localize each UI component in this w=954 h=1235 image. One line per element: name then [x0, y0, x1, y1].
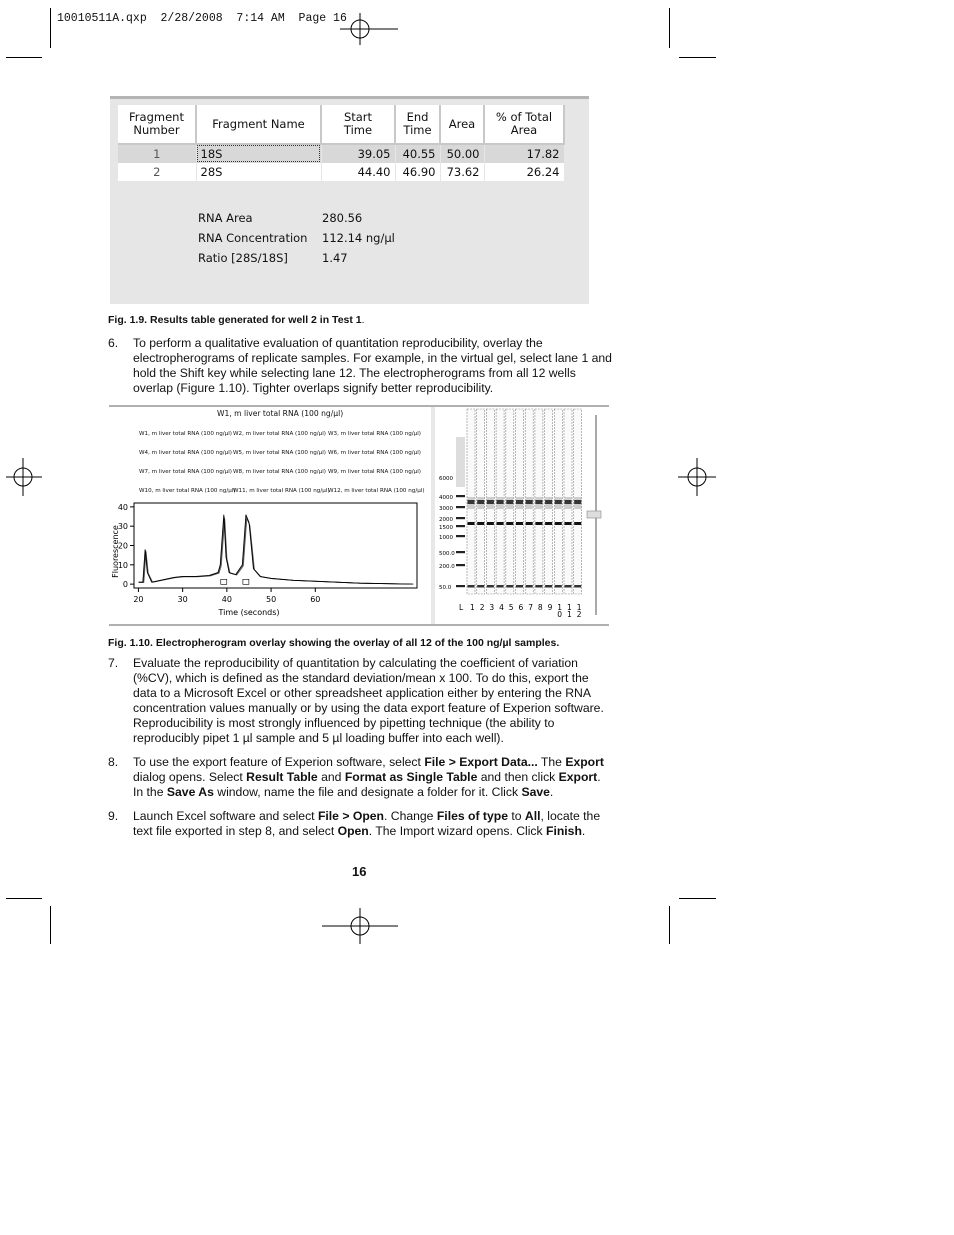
ladder-label: 1500	[439, 525, 453, 531]
results-table	[118, 105, 565, 181]
crop-mark	[679, 57, 716, 58]
legend-item: W1, m liver total RNA (100 ng/µl)	[139, 431, 232, 437]
gel-smear	[535, 497, 542, 509]
ladder-lane	[456, 437, 465, 487]
gel-band-18s	[477, 522, 484, 525]
crop-mark	[50, 906, 51, 944]
gel-band-marker	[565, 585, 572, 588]
gel-smear	[506, 497, 513, 509]
legend-item: W7, m liver total RNA (100 ng/µl)	[139, 469, 232, 475]
gel-smear	[477, 497, 484, 509]
step-9: 9. Launch Excel software and select File > Open. Change Files of type to All, locate the text file exported in step 8, and select Open. The Import wizard opens. Click Finish.	[108, 809, 601, 838]
column-header-area[interactable]: Area	[440, 105, 484, 144]
gel-band-18s	[555, 522, 562, 525]
crop-mark	[679, 898, 716, 899]
figure-caption: Fig. 1.9. Results table generated for well 2 in Test 1.	[108, 314, 365, 326]
lane-label: 0	[557, 610, 563, 619]
gel-band-18s	[497, 522, 504, 525]
legend-item: W12, m liver total RNA (100 ng/µl)	[328, 488, 425, 494]
gel-smear	[545, 497, 552, 509]
ladder-label: 2000	[439, 517, 453, 523]
cell-percent-area: 17.82	[484, 144, 564, 163]
ladder-band	[456, 495, 465, 497]
gel-band-18s	[487, 522, 494, 525]
y-tick-label: 40	[117, 502, 128, 512]
gel-band-18s	[506, 522, 513, 525]
ladder-band	[456, 525, 465, 527]
ladder-band	[456, 564, 465, 566]
gel-band-18s	[468, 522, 475, 525]
lane-label: 5	[508, 603, 514, 612]
gel-band-18s	[526, 522, 533, 525]
lane-label: 3	[489, 603, 495, 612]
lane-label: 9	[547, 603, 553, 612]
legend-item: W5, m liver total RNA (100 ng/µl)	[233, 450, 326, 456]
legend-item: W2, m liver total RNA (100 ng/µl)	[233, 431, 326, 437]
gel-band-18s	[565, 522, 572, 525]
plot-frame	[134, 503, 417, 588]
gel-smear	[555, 497, 562, 509]
cell-start-time: 39.05	[321, 144, 395, 163]
cell-fragment-name[interactable]: 28S	[196, 163, 321, 181]
cell-area: 50.00	[440, 144, 484, 163]
lane-label: 2	[576, 610, 582, 619]
ladder-label: 200.0	[439, 564, 455, 570]
ladder-label: 1000	[439, 535, 453, 541]
lane-label: 8	[537, 603, 543, 612]
gel-smear	[526, 497, 533, 509]
step-8: 8. To use the export feature of Experion software, select File > Export Data... The Export dialog opens. Select Result Table and Format as Single Table and then click Export. In the Save As window, name the file and designate a folder for it. Click Save.	[108, 755, 604, 799]
gel-band-marker	[487, 585, 494, 588]
cell-start-time: 44.40	[321, 163, 395, 181]
lane-label: 1	[557, 603, 563, 612]
x-axis-label: Time (seconds)	[218, 608, 280, 617]
gel-band-marker	[516, 585, 523, 588]
step-7: 7. Evaluate the reproducibility of quantitation by calculating the coefficient of variation (%CV), which is defined as the standard deviation/mean x 100. To do this, export the data to a Microsoft Excel or other spreadsheet application either by entering the RNA concentration values manually or by using the data export feature of Experion software. Reproducibility is most strongly influenced by pipetting technique (the ability to reproducibly pipet 1 µl sample and 5 µl loading buffer into each well).	[108, 656, 604, 745]
crop-mark	[6, 57, 42, 58]
ladder-band	[456, 535, 465, 537]
ladder-band	[456, 506, 465, 508]
ladder-band	[456, 517, 465, 519]
y-tick-label: 20	[117, 541, 128, 551]
electropherogram-title: W1, m liver total RNA (100 ng/µl)	[217, 409, 344, 418]
column-header-start-time[interactable]: Start Time	[321, 105, 395, 144]
legend-item: W10, m liver total RNA (100 ng/µl)	[139, 488, 236, 494]
registration-mark-icon	[340, 9, 400, 49]
gel-band-marker	[526, 585, 533, 588]
column-header-end-time[interactable]: End Time	[395, 105, 440, 144]
registration-mark-icon	[678, 458, 718, 498]
cell-area: 73.62	[440, 163, 484, 181]
legend-item: W6, m liver total RNA (100 ng/µl)	[328, 450, 421, 456]
x-tick-label: 40	[221, 595, 232, 604]
ladder-label: 6000	[439, 476, 453, 482]
column-header-fragment-name[interactable]: Fragment Name	[196, 105, 321, 144]
column-header-percent-total-area[interactable]: % of Total Area	[484, 105, 564, 144]
cell-end-time: 40.55	[395, 144, 440, 163]
gel-band-18s	[535, 522, 542, 525]
ladder-label: 50.0	[439, 585, 452, 591]
y-tick-label: 30	[117, 522, 128, 532]
lane-label: 1	[576, 603, 582, 612]
cell-fragment-number: 2	[118, 163, 196, 181]
lane-label: 1	[567, 610, 572, 619]
results-table-panel: Fragment Number Fragment Name Start Time End Time Area % of Total Area 1 18S 39.05 40.55 50.00 17.82 2 28S 44.40 46.90 73.62 26.24 RNA Area 280.56 RNA Concentration 112.14 ng/µl Ratio [28S/18S] 1.47	[110, 96, 589, 304]
lane-label: 2	[479, 603, 485, 612]
lane-label: 4	[499, 603, 504, 612]
legend-item: W4, m liver total RNA (100 ng/µl)	[139, 450, 232, 456]
y-tick-label: 10	[117, 560, 128, 570]
cell-fragment-name[interactable]: 18S	[196, 144, 321, 163]
x-tick-label: 30	[177, 595, 188, 604]
electropherogram-plot	[109, 493, 431, 624]
registration-mark-icon	[4, 458, 44, 498]
step-6: 6. To perform a qualitative evaluation of quantitation reproducibility, overlay the electropherograms of replicate samples. For example, in the virtual gel, select lane 1 and hold the Shift key while selecting lane 12. The electropherograms from all 12 wells overlap (Figure 1.10). Tighter overlaps signify better reproducibility.	[108, 336, 612, 395]
electropherogram-figure	[109, 405, 609, 626]
figure-caption: Fig. 1.10. Electropherogram overlay showing the overlay of all 12 of the 100 ng/µl samples.	[108, 637, 560, 649]
lane-label: 6	[518, 603, 524, 612]
slider-handle	[587, 511, 601, 518]
ladder-band	[456, 551, 465, 553]
gel-smear	[497, 497, 504, 509]
gel-band-18s	[545, 522, 552, 525]
lane-label: 1	[567, 603, 572, 612]
legend-item: W3, m liver total RNA (100 ng/µl)	[328, 431, 421, 437]
y-axis-label: Fluorescence	[111, 525, 120, 578]
x-tick-label: 20	[133, 595, 144, 604]
page-number: 16	[352, 864, 367, 879]
crop-mark	[669, 906, 670, 944]
crop-mark	[50, 8, 51, 48]
gel-band-marker	[477, 585, 484, 588]
legend-item: W11, m liver total RNA (100 ng/µl)	[233, 488, 330, 494]
registration-mark-icon	[322, 906, 402, 946]
cell-fragment-number: 1	[118, 144, 196, 163]
cell-end-time: 46.90	[395, 163, 440, 181]
gel-band-marker	[506, 585, 513, 588]
gel-smear	[574, 497, 581, 509]
gel-smear	[516, 497, 523, 509]
gel-smear	[468, 497, 475, 509]
gel-band-marker	[468, 585, 475, 588]
y-tick-label: 0	[122, 580, 128, 590]
legend-item: W9, m liver total RNA (100 ng/µl)	[328, 469, 421, 475]
ladder-label: 500.0	[439, 551, 455, 557]
gel-band-marker	[574, 585, 581, 588]
gel-band-18s	[516, 522, 523, 525]
ladder-label: 4000	[439, 495, 453, 501]
gel-band-marker	[545, 585, 552, 588]
x-tick-label: 50	[265, 595, 277, 604]
gel-band-marker	[535, 585, 542, 588]
cell-percent-area: 26.24	[484, 163, 564, 181]
legend-item: W8, m liver total RNA (100 ng/µl)	[233, 469, 326, 475]
gel-band-18s	[574, 522, 581, 525]
crop-mark	[6, 898, 42, 899]
file-slug: 10010511A.qxp 2/28/2008 7:14 AM Page 16	[57, 12, 347, 25]
ladder-label: 3000	[439, 506, 453, 512]
virtual-gel	[435, 407, 609, 624]
table-row[interactable]	[118, 144, 564, 163]
crop-mark	[669, 8, 670, 48]
table-header-row	[118, 105, 564, 144]
ladder-band	[456, 585, 465, 587]
column-header-fragment-number[interactable]: Fragment Number	[118, 105, 196, 144]
x-tick-label: 60	[310, 595, 321, 604]
lane-label: 1	[470, 603, 475, 612]
lane-label: L	[459, 603, 464, 612]
lane-label: 7	[528, 603, 533, 612]
gel-band-marker	[555, 585, 562, 588]
gel-smear	[487, 497, 494, 509]
gel-smear	[565, 497, 572, 509]
gel-band-marker	[497, 585, 504, 588]
table-row[interactable]	[118, 163, 564, 181]
